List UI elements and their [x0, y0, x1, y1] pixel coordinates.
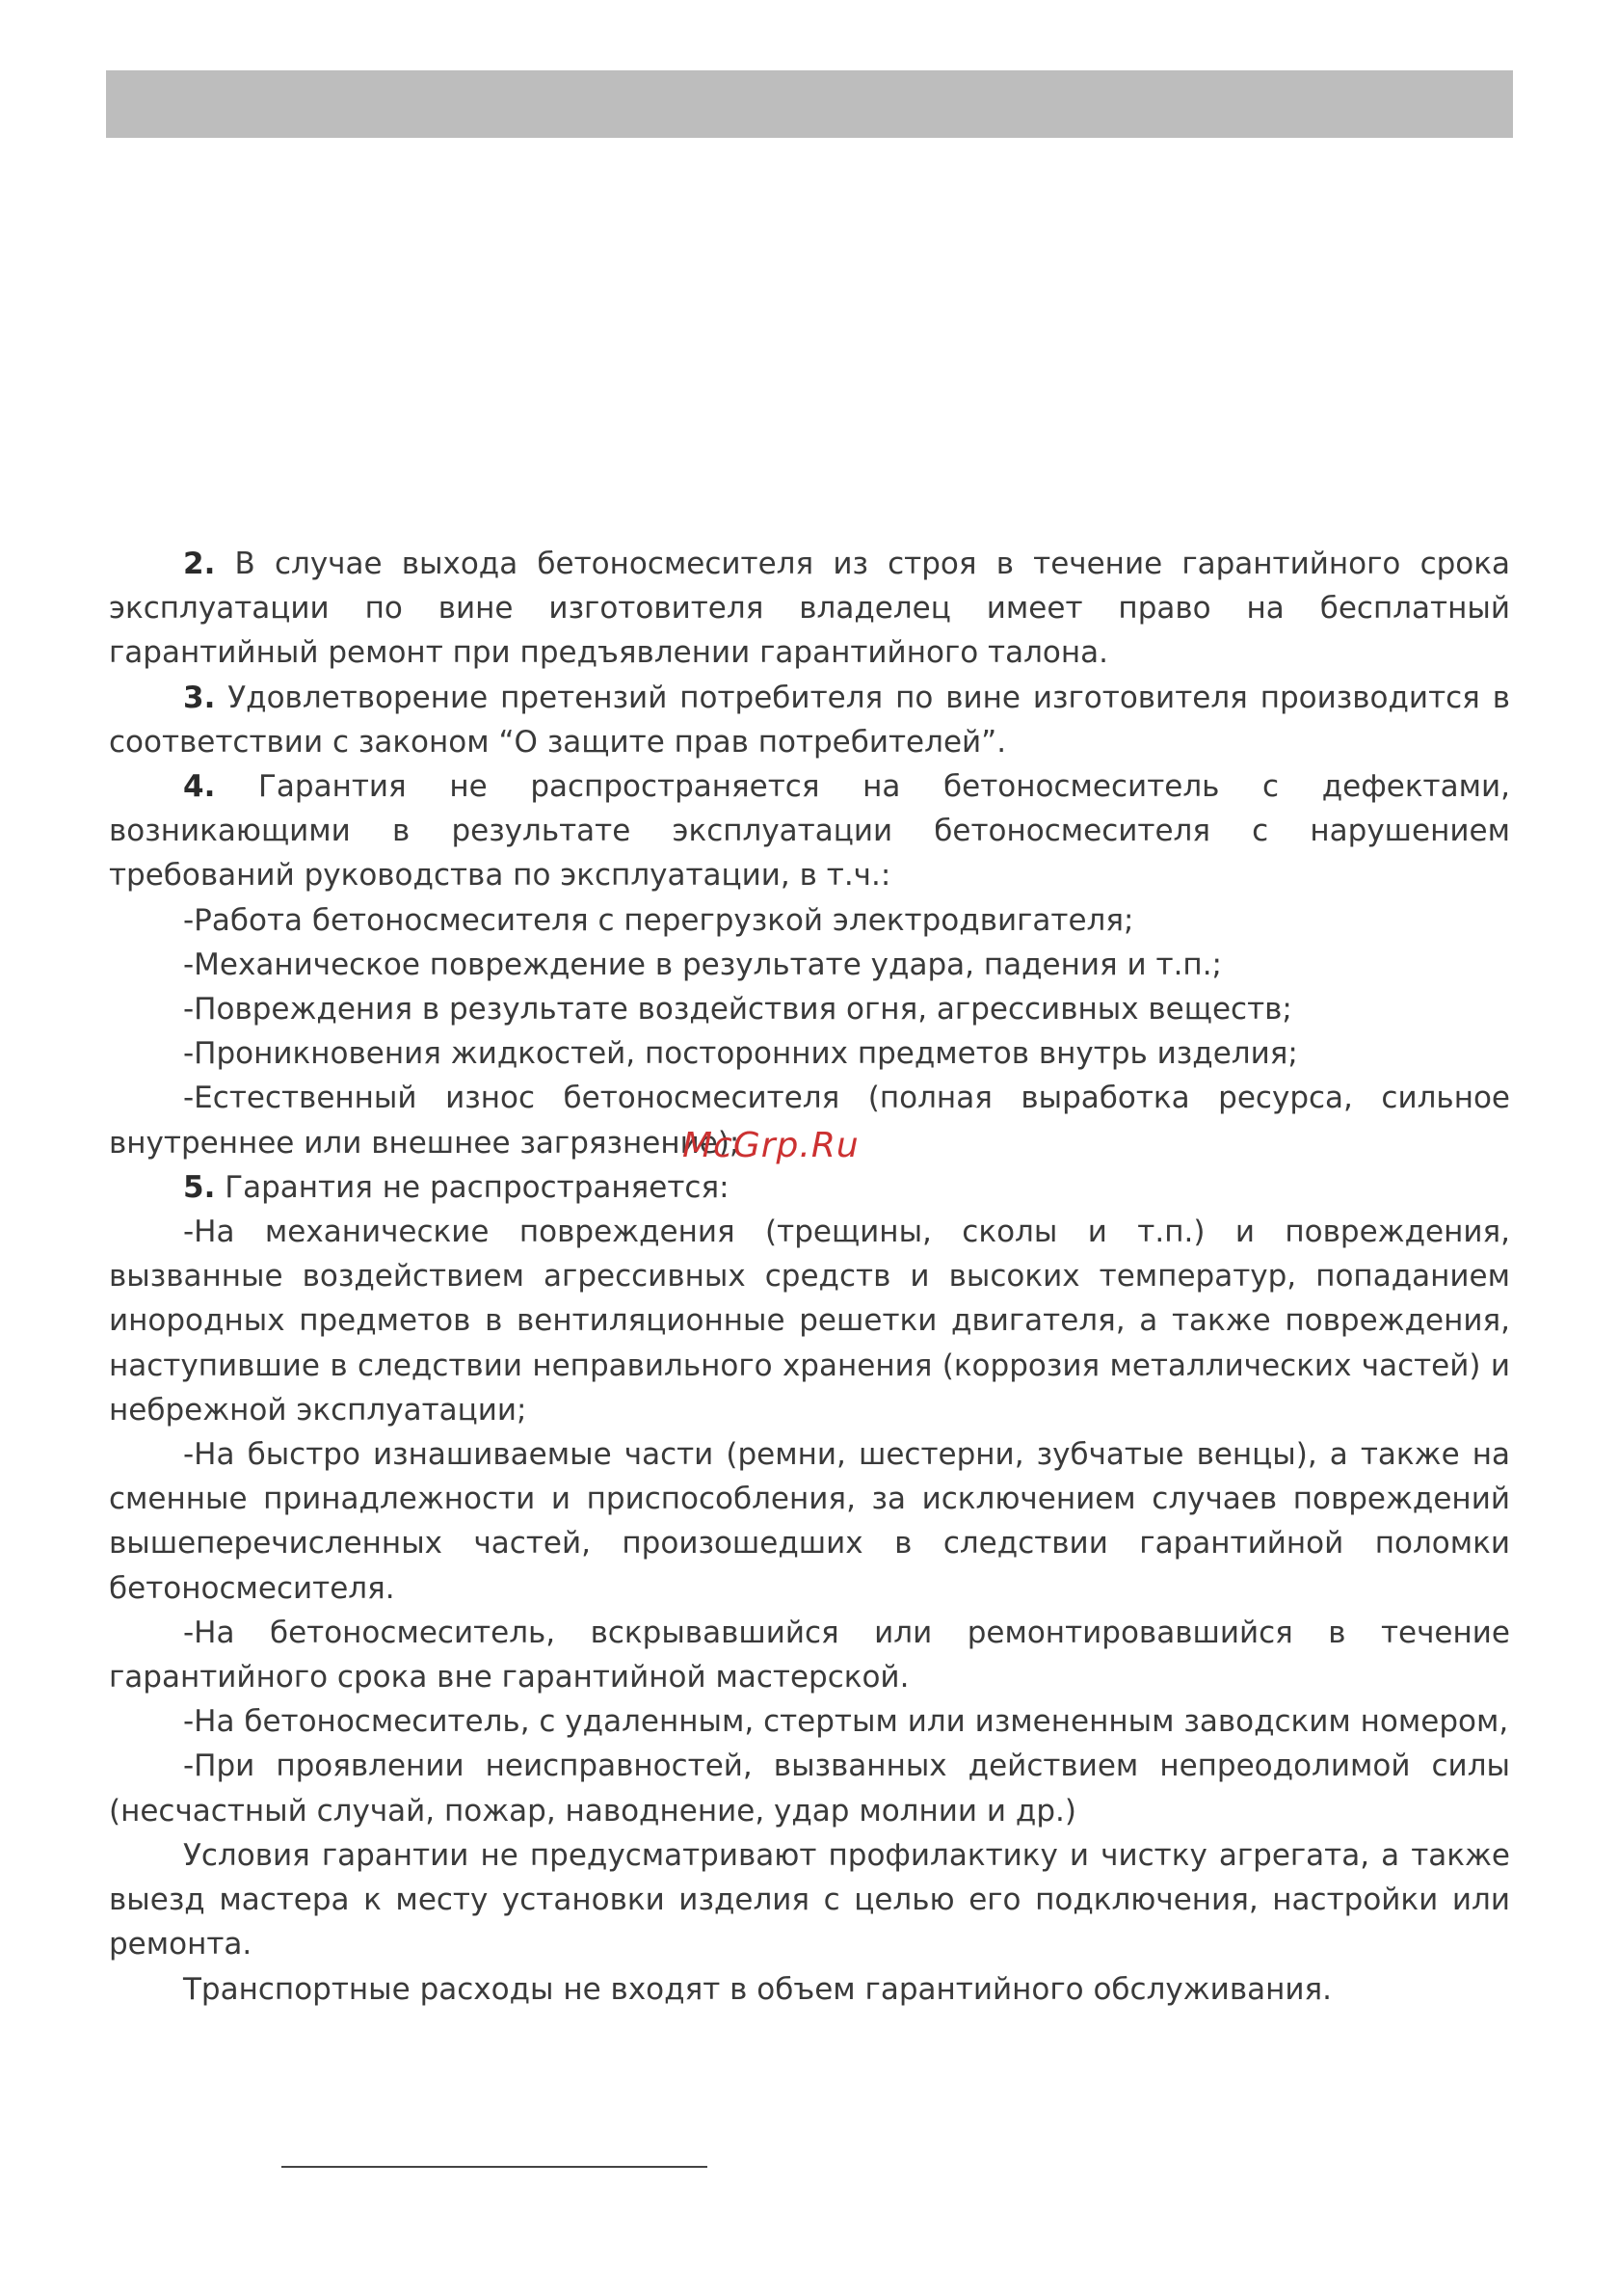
- paragraph-2: 2. В случае выхода бетоносмесителя из строя в течение гарантийного срока эксплуатации по вине изготовителя владелец имеет право на бесплатный гарантийный ремонт при предъявлении гарантийного талона.: [109, 547, 1510, 671]
- paragraph-4: 4. Гарантия не распространяется на бетоносмеситель с дефектами, возникающими в результате эксплуатации бетоносмесителя с нарушением требований руководства по эксплуатации, в т.ч.:: [109, 769, 1510, 894]
- watermark-text: McGrp.Ru: [682, 1126, 860, 1165]
- list-item: -На бетоносмеситель, вскрывавшийся или ремонтировавшийся в течение гарантийного срока вне гарантийной мастерской.: [109, 1615, 1510, 1695]
- footnote-divider: [281, 2166, 707, 2168]
- list-item: -Повреждения в результате воздействия огня, агрессивных веществ;: [183, 992, 1292, 1028]
- header-bar: [106, 70, 1513, 138]
- list-item: -На механические повреждения (трещины, сколы и т.п.) и повреждения, вызванные воздействием агрессивных средств и высоких температур, попаданием инородных предметов в вентиляционные решетки двигателя, а также повреждения, наступившие в следствии неправильного хранения (коррозия металлических частей) и небрежной эксплуатации;: [109, 1215, 1510, 1428]
- list-item: -Проникновения жидкостей, посторонних предметов внутрь изделия;: [183, 1036, 1298, 1072]
- list-item: -Работа бетоносмесителя с перегрузкой электродвигателя;: [183, 902, 1134, 938]
- paragraph-transport: Транспортные расходы не входят в объем гарантийного обслуживания.: [183, 1971, 1333, 2007]
- list-item: -На бетоносмеситель, с удаленным, стертым или измененным заводским номером,: [183, 1704, 1509, 1740]
- list-item: -На быстро изнашиваемые части (ремни, шестерни, зубчатые венцы), а также на сменные принадлежности и приспособления, за исключением случаев повреждений вышеперечисленных частей, произошедших в следствии гарантийной поломки бетоносмесителя.: [109, 1437, 1510, 1606]
- list-item: -При проявлении неисправностей, вызванных действием непреодолимой силы (несчастный случай, пожар, наводнение, удар молнии и др.): [109, 1749, 1510, 1829]
- paragraph-3: 3. Удовлетворение претензий потребителя по вине изготовителя производится в соответствии с законом “О защите прав потребителей”.: [109, 680, 1510, 760]
- list-item: -Механическое повреждение в результате удара, падения и т.п.;: [183, 947, 1222, 982]
- list-item: -Естественный износ бетоносмесителя (полная выработка ресурса, сильное внутреннее или внешнее загрязнение);: [109, 1081, 1510, 1161]
- paragraph-5: 5. Гарантия не распространяется:: [183, 1169, 729, 1205]
- warranty-text: [109, 542, 1510, 2012]
- paragraph-conditions: Условия гарантии не предусматривают профилактику и чистку агрегата, а также выезд мастера к месту установки изделия с целью его подключения, настройки или ремонта.: [109, 1837, 1510, 1962]
